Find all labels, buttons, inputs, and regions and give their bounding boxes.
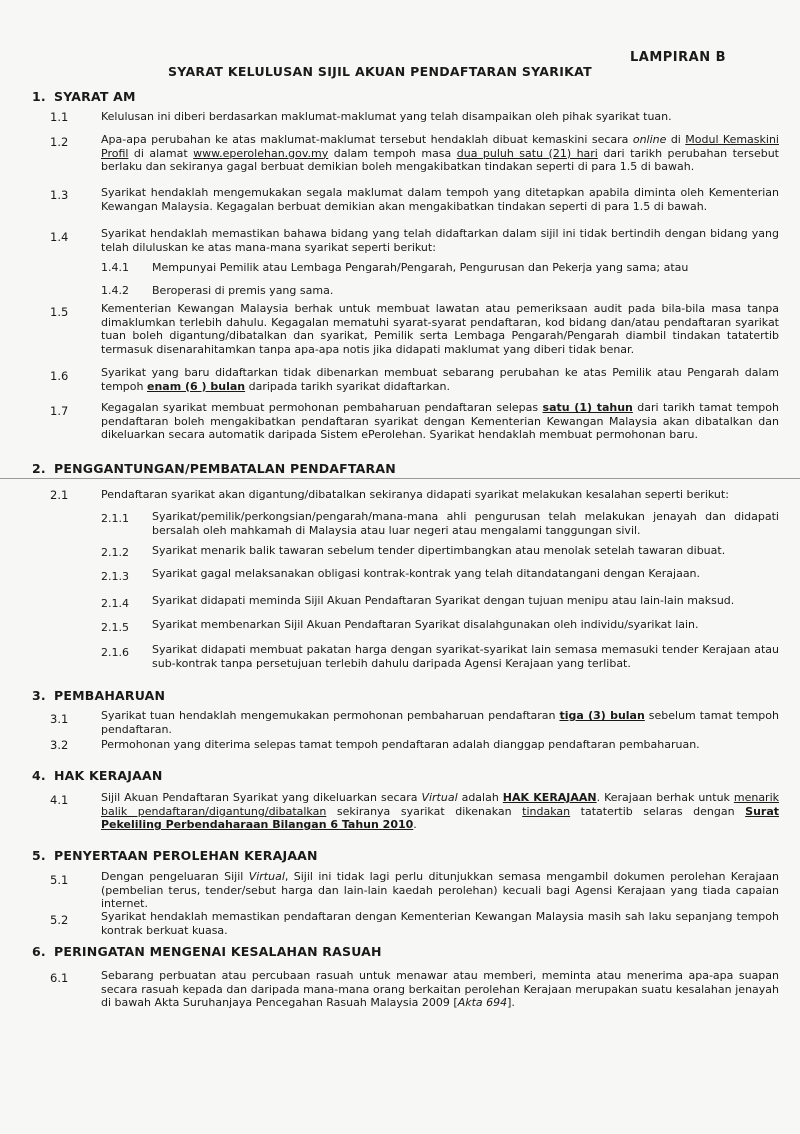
subitem-text: Syarikat menarik balik tawaran sebelum tender dipertimbangkan atau menolak setelah tawaran dibuat.	[152, 544, 726, 557]
section-number: 5.	[32, 848, 46, 863]
item-text: Kelulusan ini diberi berdasarkan maklumat-maklumat yang telah disampaikan oleh pihak syarikat tuan.	[101, 110, 672, 123]
subitem-number: 1.4.2	[101, 284, 129, 297]
item-text: Syarikat hendaklah memastikan bahawa bidang yang telah didaftarkan dalam sijil ini tidak bertindih dengan bidang yang telah diluluskan ke atas mana-mana syarikat seperti berikut:	[101, 227, 779, 254]
section-heading-4	[32, 768, 163, 783]
section-heading-3	[32, 688, 165, 703]
section-number: 1.	[32, 89, 46, 104]
lampiran-label: LAMPIRAN B	[630, 50, 727, 65]
item-number: 1.4	[50, 230, 69, 244]
subitem-number: 2.1.6	[101, 646, 129, 659]
subitem-text: Syarikat didapati meminda Sijil Akuan Pendaftaran Syarikat dengan tujuan menipu atau lain-lain maksud.	[152, 594, 735, 607]
item-text: Sijil Akuan Pendaftaran Syarikat yang dikeluarkan secara Virtual adalah HAK KERAJAAN. Kerajaan berhak untuk menarik balik pendaftaran/digantung/dibatalkan sekiranya syarikat dikenakan tindakan tatatertib selaras dengan Surat Pekeliling Perbendaharaan Bilangan 6 Tahun 2010.	[101, 791, 780, 831]
section-title: PENYERTAAN PEROLEHAN KERAJAAN	[54, 848, 318, 863]
item-text: Kegagalan syarikat membuat permohonan pembaharuan pendaftaran selepas satu (1) tahun dari tarikh tamat tempoh pendaftaran boleh mengakibatkan pendaftaran syarikat dengan Kementerian Kewangan Malaysia akan dibatalkan dan dikeluarkan secara automatik daripada Sistem ePerolehan. Syarikat hendaklah membuat permohonan baru.	[101, 401, 779, 441]
item-text: Syarikat hendaklah mengemukakan segala maklumat dalam tempoh yang ditetapkan apabila diminta oleh Kementerian Kewangan Malaysia. Kegagalan berbuat demikian akan mengakibatkan tindakan seperti di para 1.5 di bawah.	[101, 186, 779, 213]
item-number: 3.2	[50, 738, 69, 752]
section-number: 3.	[32, 688, 46, 703]
item-text: Sebarang perbuatan atau percubaan rasuah untuk menawar atau memberi, meminta atau menerima apa-apa suapan secara rasuah kepada dan daripada mana-mana orang berkaitan perolehan Kerajaan merupakan suatu kesalahan jenayah di bawah Akta Suruhanjaya Pencegahan Rasuah Malaysia 2009 [Akta 694].	[101, 969, 779, 1009]
item-number: 6.1	[50, 971, 69, 985]
item-number: 1.7	[50, 404, 69, 418]
item-text: Apa-apa perubahan ke atas maklumat-maklumat tersebut hendaklah dibuat kemaskini secara online di Modul Kemaskini Profil di alamat www.eperolehan.gov.my dalam tempoh masa dua puluh satu (21) hari dari tarikh perubahan tersebut berlaku dan sekiranya gagal berbuat demikian boleh mengakibatkan tindakan seperti di para 1.5 di bawah.	[101, 133, 779, 173]
subitem-text: Syarikat gagal melaksanakan obligasi kontrak-kontrak yang telah ditandatangani dengan Kerajaan.	[152, 567, 701, 580]
subitem-text: Syarikat membenarkan Sijil Akuan Pendaftaran Syarikat disalahgunakan oleh individu/syarikat lain.	[152, 618, 699, 631]
item-number: 5.2	[50, 913, 69, 927]
item-text: Syarikat hendaklah memastikan pendaftaran dengan Kementerian Kewangan Malaysia masih sah laku sepanjang tempoh kontrak berkuat kuasa.	[101, 910, 779, 937]
section-heading-2	[32, 461, 396, 476]
subitem-text: Beroperasi di premis yang sama.	[152, 284, 334, 297]
section-number: 6.	[32, 944, 46, 959]
section-title: PENGGANTUNGAN/PEMBATALAN PENDAFTARAN	[54, 461, 396, 476]
item-number: 2.1	[50, 488, 69, 502]
section-heading-1	[32, 89, 136, 104]
modul-kemaskini-link: Modul Kemaskini Profil	[101, 133, 779, 160]
subitem-text: Syarikat/pemilik/perkongsian/pengarah/mana-mana ahli pengurusan telah melakukan jenayah dan didapati bersalah oleh mahkamah di Malaysia atau luar negeri atau mengalami tanggungan sivil.	[152, 510, 779, 537]
item-number: 4.1	[50, 793, 69, 807]
item-number: 5.1	[50, 873, 69, 887]
subitem-number: 2.1.1	[101, 512, 129, 525]
item-number: 1.1	[50, 110, 69, 124]
item-text: Pendaftaran syarikat akan digantung/dibatalkan sekiranya didapati syarikat melakukan kesalahan seperti berikut:	[101, 488, 729, 501]
section-title: PERINGATAN MENGENAI KESALAHAN RASUAH	[54, 944, 382, 959]
section-divider	[0, 478, 800, 479]
section-heading-5	[32, 848, 318, 863]
item-text: Syarikat tuan hendaklah mengemukakan permohonan pembaharuan pendaftaran tiga (3) bulan sebelum tamat tempoh pendaftaran.	[101, 709, 779, 736]
document-title: SYARAT KELULUSAN SIJIL AKUAN PENDAFTARAN SYARIKAT	[168, 64, 592, 79]
item-text: Kementerian Kewangan Malaysia berhak untuk membuat lawatan atau pemeriksaan audit pada bila-bila masa tanpa dimaklumkan terlebih dahulu. Kegagalan mematuhi syarat-syarat pendaftaran, kod bidang dan/atau pendaftaran syarikat tuan boleh digantung/dibatalkan dan syarikat, Pemilik serta Lembaga Pengarah/Pengarah diambil tindakan tatatertib termasuk disenarahitamkan tanpa apa-apa notis jika didapati maklumat yang diberi tidak benar.	[101, 302, 779, 356]
section-title: SYARAT AM	[54, 89, 136, 104]
item-number: 1.6	[50, 369, 69, 383]
item-text: Permohonan yang diterima selepas tamat tempoh pendaftaran adalah dianggap pendaftaran pembaharuan.	[101, 738, 700, 751]
subitem-number: 2.1.3	[101, 570, 129, 583]
section-heading-6	[32, 944, 382, 959]
item-number: 3.1	[50, 712, 69, 726]
subitem-number: 1.4.1	[101, 261, 129, 274]
item-number: 1.3	[50, 188, 69, 202]
subitem-text: Mempunyai Pemilik atau Lembaga Pengarah/Pengarah, Pengurusan dan Pekerja yang sama; atau	[152, 261, 689, 274]
subitem-number: 2.1.5	[101, 621, 129, 634]
item-number: 1.5	[50, 305, 69, 319]
section-title: PEMBAHARUAN	[54, 688, 166, 703]
eperolehan-url: www.eperolehan.gov.my	[193, 146, 329, 160]
subitem-text: Syarikat didapati membuat pakatan harga dengan syarikat-syarikat lain semasa memasuki tender Kerajaan atau sub-kontrak tanpa persetujuan terlebih dahulu daripada Agensi Kerajaan yang terlibat.	[152, 643, 779, 670]
subitem-number: 2.1.2	[101, 546, 129, 559]
item-text: Dengan pengeluaran Sijil Virtual, Sijil ini tidak lagi perlu ditunjukkan semasa mengambil dokumen perolehan Kerajaan (pembelian terus, tender/sebut harga dan lain-lain kaedah perolehan) kecuali bagi Agensi Kerajaan yang tiada capaian internet.	[101, 870, 779, 910]
section-number: 2.	[32, 461, 46, 476]
item-text: Syarikat yang baru didaftarkan tidak dibenarkan membuat sebarang perubahan ke atas Pemilik atau Pengarah dalam tempoh enam (6 ) bulan daripada tarikh syarikat didaftarkan.	[101, 366, 779, 393]
item-number: 1.2	[50, 135, 69, 149]
section-title: HAK KERAJAAN	[54, 768, 163, 783]
subitem-number: 2.1.4	[101, 597, 129, 610]
section-number: 4.	[32, 768, 46, 783]
